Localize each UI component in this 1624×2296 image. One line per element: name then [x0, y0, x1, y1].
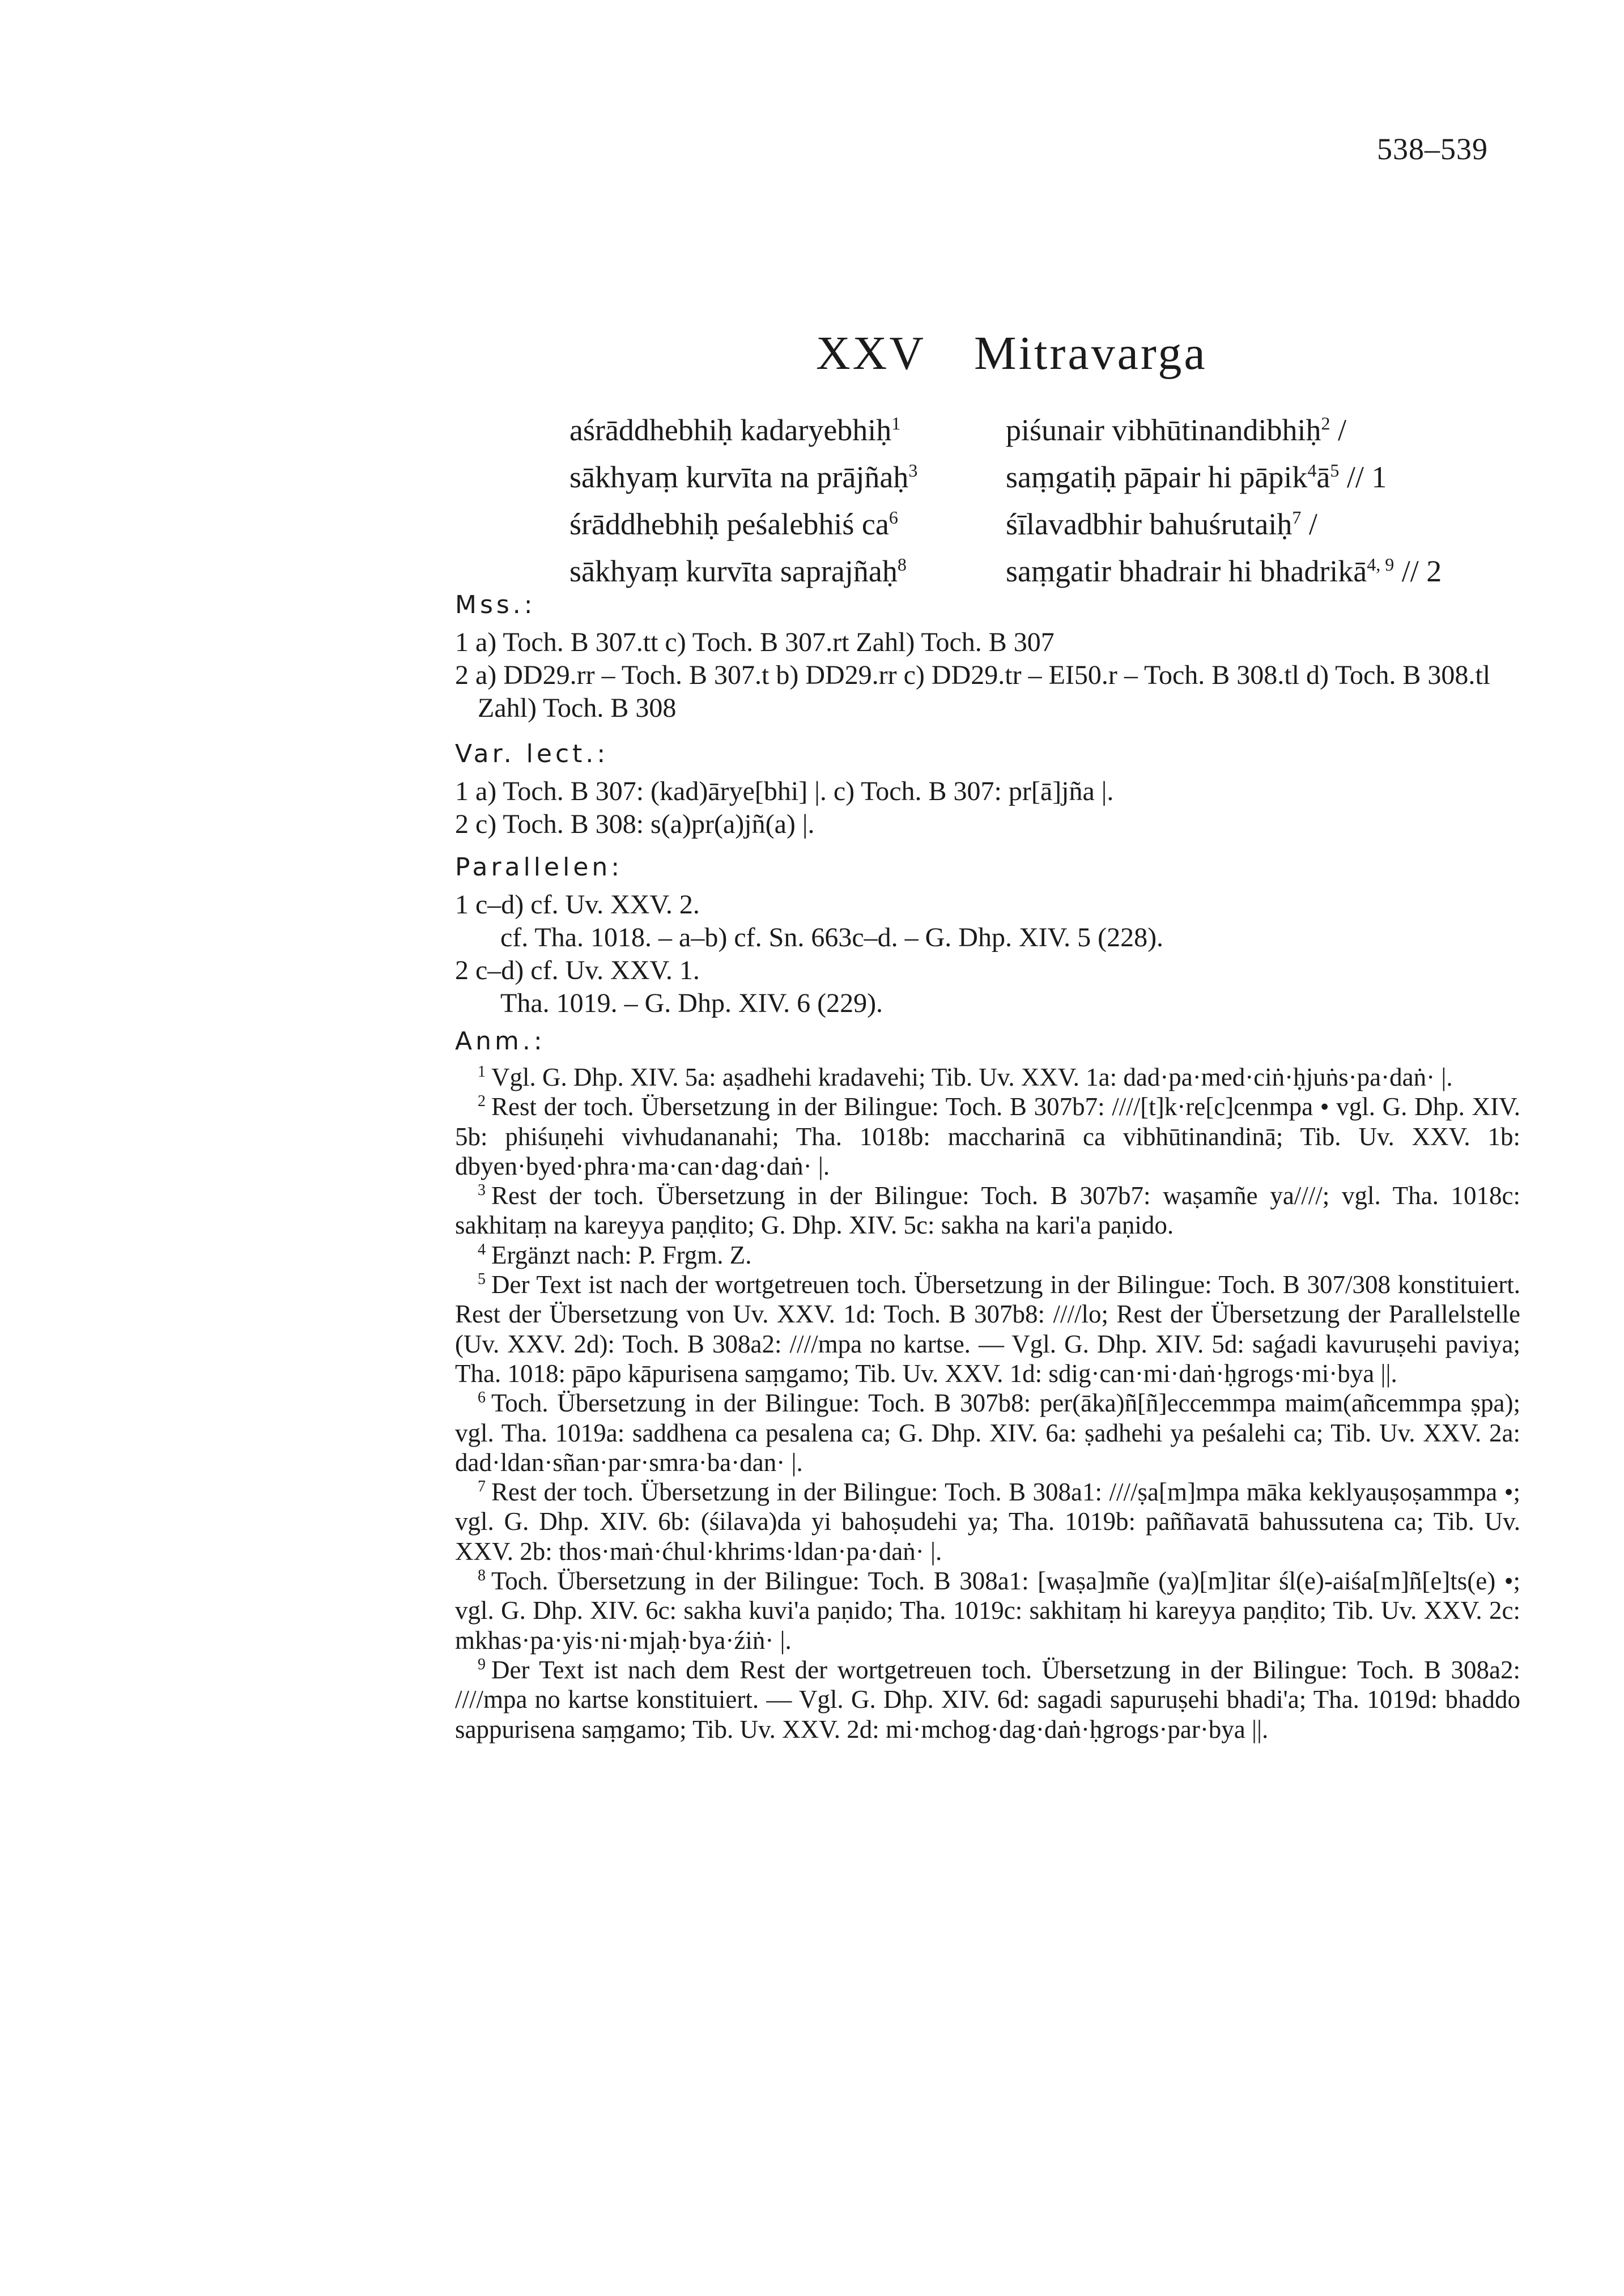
footnote: $^6$ Toch. Übersetzung in der Bilingue: Toch. B 307b8: per(āka)ñ[ñ]eccemmpa maim(añcemmpa ṣpa); vgl. Tha. 1019a: saddhena ca pesalena ca; G. Dhp. XIV. 6a: ṣadhehi ya peśalehi ca; Tib. Uv. XXV. 2a: dad·ldan·sñan·par·smra·ba·dan· |. — [455, 1389, 1520, 1477]
anm-heading: Anm.: — [455, 1027, 546, 1056]
verse-pada-b: saṃgatir bhadrair hi bhadrikā$^{4, 9}$ // 2 — [1006, 554, 1442, 588]
footnote: $^3$ Rest der toch. Übersetzung in der Bilingue: Toch. B 307b7: waṣamñe ya////; vgl. Tha. 1018c: sakhitaṃ na kareyya paṇḍito; G. Dhp. XIV. 5c: sakha na kari'a paṇido. — [455, 1181, 1520, 1240]
parallelen-entry: 1 c–d) cf. Uv. XXV. 2. — [455, 890, 700, 920]
verse-pada-a: aśrāddhebhiḥ kadaryebhiḥ$^1$ — [569, 413, 901, 447]
var-lect-entry: 2 c) Toch. B 308: s(a)pr(a)jñ(a) |. — [455, 809, 815, 839]
page-number: 538–539 — [1377, 132, 1488, 166]
verse-pada-b: saṃgatiḥ pāpair hi $pāpik^4ā^5 // 1$ — [1006, 460, 1387, 494]
verse-pada-a: śrāddhebhiḥ peśalebhiś $ca^6$ — [569, 507, 898, 541]
footnote: $^8$ Toch. Übersetzung in der Bilingue: Toch. B 308a1: [waṣa]mñe (ya)[m]itar śl(e)-aiśa[m]ñ[e]ts(e) •; vgl. G. Dhp. XIV. 6c: sakha kuvi'a paṇido; Tha. 1019c: sakhitaṃ hi kareyya paṇḍito; Tib. Uv. XXV. 2c: mkhas·pa·yis·ni·mjaḥ·bya·źiṅ· |. — [455, 1567, 1520, 1655]
var-lect-section — [455, 739, 1520, 841]
footnote: $^5$ Der Text ist nach der wortgetreuen toch. Übersetzung in der Bilingue: Toch. B 307/308 konstituiert. Rest der Übersetzung von Uv. XXV. 1d: Toch. B 307b8: ////lo; Rest der Übersetzung der Parallelstelle (Uv. XXV. 2d): Toch. B 308a2: ////mpa no kartse. — Vgl. G. Dhp. XIV. 5d: saǵadi kavuruṣehi paviya; Tha. 1018: pāpo kāpurisena saṃgamo; Tib. Uv. XXV. 1d: sdig·can·mi·daṅ·ḥgrogs·mi·bya ||. — [455, 1270, 1520, 1388]
verse-pada-a: sākhyaṃ kurvīta saprajñaḥ$^8$ — [569, 554, 907, 588]
footnote: $^7$ Rest der toch. Übersetzung in der Bilingue: Toch. B 308a1: ////ṣa[m]mpa māka keklyauṣoṣammpa •; vgl. G. Dhp. XIV. 6b: (śilava)da yi bahoṣudehi ya; Tha. 1019b: paññavatā bahussutena ca; Tib. Uv. XXV. 2b: thos·maṅ·ćhul·khrims·ldan·pa·daṅ· |. — [455, 1478, 1520, 1566]
mss-section — [455, 590, 1520, 725]
footnote: $^4$ Ergänzt nach: P. Frgm. Z. — [478, 1240, 752, 1269]
parallelen-section — [455, 853, 1520, 1020]
verse-pada-b: śīlavadbhir bahuśrutaiḥ$^7$ / — [1006, 507, 1317, 541]
verse-line — [569, 460, 1521, 507]
parallelen-heading: Parallelen: — [455, 853, 623, 882]
footnote: $^9$ Der Text ist nach dem Rest der wortgetreuen toch. Übersetzung in der Bilingue: Toch. B 308a2: ////mpa no kartse konstituiert. — Vgl. G. Dhp. XIV. 6d: sagadi sapuruṣehi bhadi'a; Tha. 1019d: bhaddo sappurisena saṃgamo; Tib. Uv. XXV. 2d: mi·mchog·dag·daṅ·ḥgrogs·par·bya ||. — [455, 1655, 1520, 1744]
verse-line — [569, 507, 1521, 554]
var-lect-heading: Var. lect.: — [455, 739, 609, 768]
anm-section — [455, 1027, 1520, 1744]
footnote: $^2$ Rest der toch. Übersetzung in der Bilingue: Toch. B 307b7: ////[t]k·re[c]cenmpa • vgl. G. Dhp. XIV. 5b: phiśuṇehi vivhudananahi; Tha. 1018b: maccharinā ca vibhūtinandinā; Tib. Uv. XXV. 1b: dbyen·byed·phra·ma·can·dag·daṅ· |. — [455, 1092, 1520, 1180]
verse-line — [569, 413, 1521, 460]
var-lect-entry: 1 a) Toch. B 307: (kad)ārye[bhi] |. c) Toch. B 307: pr[ā]jña |. — [455, 776, 1114, 806]
parallelen-entry: cf. Tha. 1018. – a–b) cf. Sn. 663c–d. – G. Dhp. XIV. 5 (228). — [500, 922, 1164, 953]
chapter-title — [816, 326, 1208, 381]
mss-entry: 1 a) Toch. B 307.tt c) Toch. B 307.rt Zahl) Toch. B 307 — [455, 627, 1055, 657]
verse-block — [569, 413, 1521, 601]
verse-pada-a: sākhyaṃ kurvīta na prājñaḥ$^3$ — [569, 460, 918, 494]
mss-entry: 2 a) DD29.rr – Toch. B 307.t b) DD29.rr c) DD29.tr – EI50.r – Toch. B 308.tl d) Toch. B 308.tl Zahl) Toch. B 308 — [455, 660, 1491, 723]
parallelen-entry: Tha. 1019. – G. Dhp. XIV. 6 (229). — [500, 988, 883, 1018]
mss-heading: Mss.: — [455, 590, 536, 619]
verse-pada-b: piśunair vibhūtinandibhiḥ$^2$ / — [1006, 413, 1346, 447]
chapter-name: Mitravarga — [974, 327, 1208, 380]
parallelen-entry: 2 c–d) cf. Uv. XXV. 1. — [455, 955, 700, 985]
footnote: $^1$ Vgl. G. Dhp. XIV. 5a: aṣadhehi kradavehi; Tib. Uv. XXV. 1a: dad·pa·med·ciṅ·ḥjuṅs·pa·daṅ· |. — [478, 1063, 1453, 1091]
chapter-number: XXV — [816, 327, 926, 380]
